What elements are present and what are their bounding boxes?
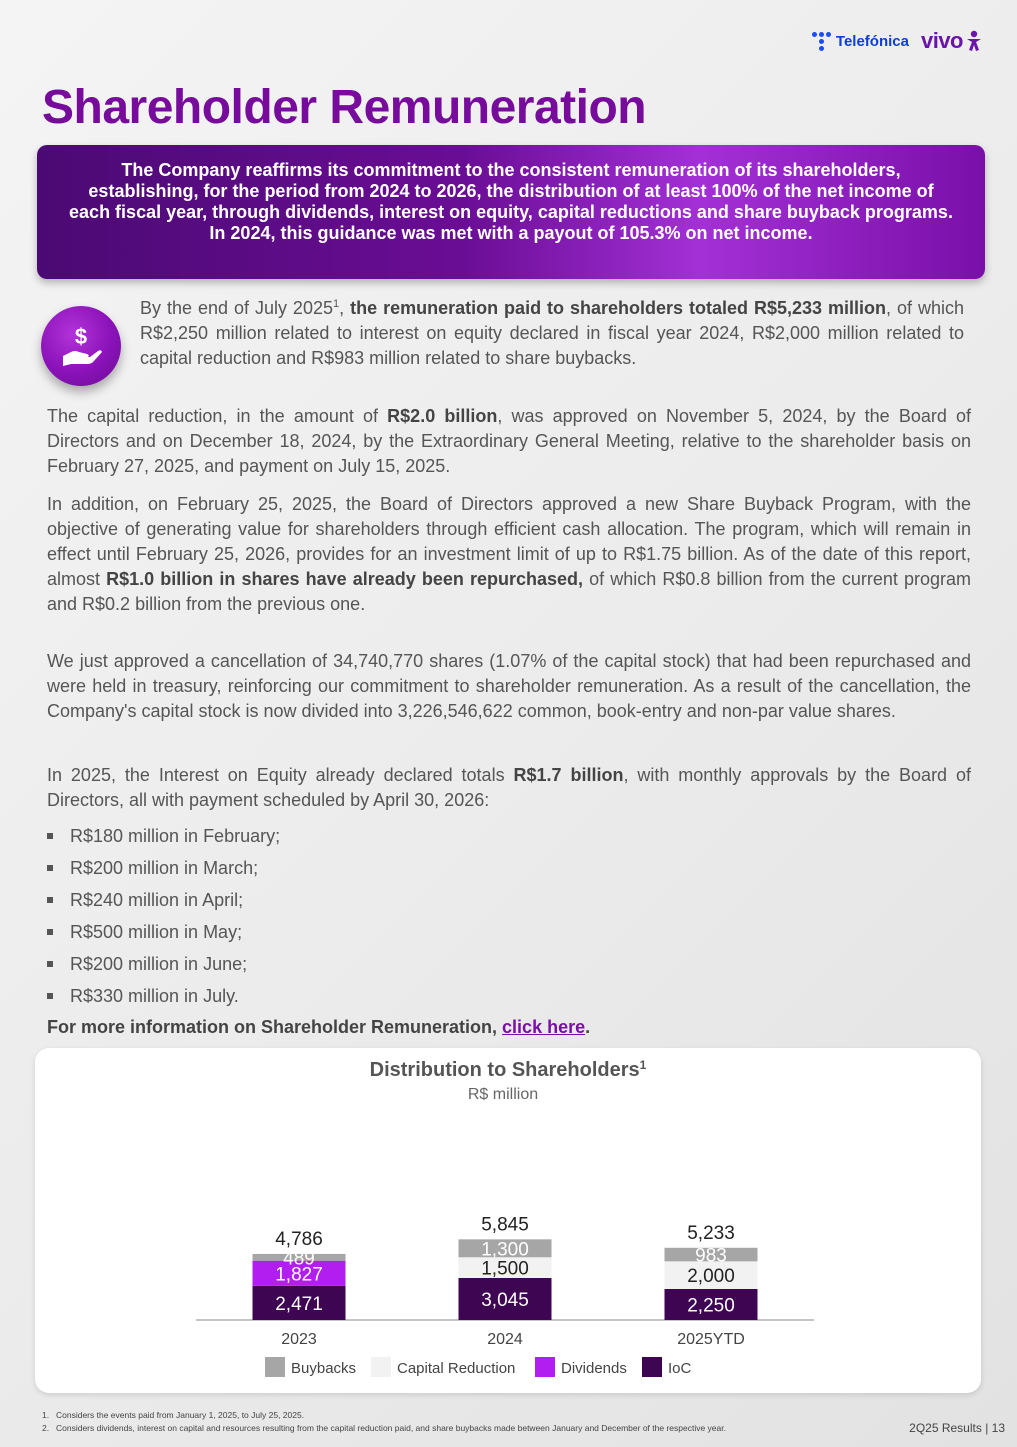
p2-text-1: The capital reduction, in the amount of [47,406,388,426]
p3-text-2: of which R$0.8 billion from the current program and R$0.2 billion from the previous one. [47,569,971,614]
footnote-1-text: Considers the events paid from January 1, 2025, to July 25, 2025. [56,1410,305,1420]
x-tick-label: 2025YTD [677,1331,745,1348]
p5-bold: R$1.7 billion [513,765,624,785]
list-item: R$240 million in April; [47,884,280,916]
total-label-2025ytd: 5,233 [687,1222,735,1244]
telefonica-dots-icon [812,32,831,51]
p1-text-3: , of which R$2,250 million related to interest on equity declared in fiscal year 2024, R$2,000 million related to capital reduction and R$983 million related to share buybacks. [140,298,964,368]
list-item: R$200 million in March; [47,852,280,884]
more-info-text: For more information on Shareholder Remuneration, [47,1017,503,1037]
p5-text-2: , with monthly approvals by the Board of Directors, all with payment scheduled by April 30, 2026: [47,765,971,810]
x-tick-label: 2024 [487,1331,523,1348]
paragraph-interest-on-equity [47,763,971,813]
p1-text-1: By the end of July 2025 [140,298,333,318]
chart-title-footnote-ref: 1 [639,1058,647,1072]
legend-swatch-buybacks [265,1357,285,1377]
p3-text-1: In addition, on February 25, 2025, the Board of Directors approved a new Share Buyback Program, with the objective of generating value for shareholders through efficient cash allocation. The program, which will remain in effect until February 25, 2026, provides for an investment limit of up to R$1.75 billion. As of the date of this report, almost [47,494,971,589]
footnote-2 [42,1422,726,1435]
banner-text: The Company reaffirms its commitment to the consistent remuneration of its shareholders, establishing, for the period from 2024 to 2026, the distribution of at least 100% of the net income of each fiscal year, through dividends, interest on equity, capital reductions and share buyback programs. In 2024, this guidance was met with a payout of 105.3% on net income. [69,160,953,243]
legend-label: Buybacks [291,1360,357,1377]
ioc-monthly-list [47,820,280,1012]
bar-label: 3,045 [481,1289,529,1311]
list-item: R$180 million in February; [47,820,280,852]
bar-label: 1,827 [275,1264,323,1286]
p2-bold: R$2.0 billion [387,406,498,426]
vivo-figure-icon [965,30,983,52]
paragraph-share-cancellation: We just approved a cancellation of 34,740,770 shares (1.07% of the capital stock) that had been repurchased and were held in treasury, reinforcing our commitment to shareholder remuneration. As a result of the cancellation, the Company's capital stock is now divided into 3,226,546,622 common, book-entry and non-par value shares. [47,651,971,721]
legend-swatch-ioc [642,1357,662,1377]
p2-text-2: , was approved on November 5, 2024, by the Board of Directors and on December 18, 2024, by the Extraordinary General Meeting, relative to the shareholder basis on February 27, 2025, and payment on July 15, 2025. [47,406,972,476]
distribution-chart [35,1048,981,1393]
telefonica-logo [812,32,909,51]
footnote-2-text: Considers dividends, interest on capital and resources resulting from the capital reduction paid, and share buybacks made between January and December of the respective year. [56,1423,726,1433]
more-info-end: . [585,1017,591,1037]
footnote-2-number: 2. [42,1423,50,1433]
legend-label: Capital Reduction [397,1360,516,1377]
telefonica-wordmark: Telefónica [835,32,909,50]
bar-label: 2,250 [687,1295,735,1317]
x-tick-label: 2023 [281,1331,317,1348]
bar-label: 2,000 [687,1266,735,1288]
chart-subtitle: R$ million [467,1086,539,1103]
footnotes [42,1409,726,1435]
bar-label: 2,471 [275,1293,323,1315]
guidance-banner [37,145,985,279]
list-item: R$330 million in July. [47,980,280,1012]
legend-label: Dividends [561,1360,627,1377]
vivo-logo [921,28,983,54]
bar-label: 1,500 [481,1258,529,1280]
footnote-1-number: 1. [42,1410,50,1420]
paragraph-remuneration-total [140,292,964,371]
paragraph-capital-reduction [47,404,971,479]
total-label-2024: 5,845 [481,1214,529,1236]
chart-title: Distribution to Shareholders$^1$ [369,1058,647,1081]
total-label-2023: 4,786 [275,1228,323,1250]
bar-label: 1,300 [481,1239,529,1261]
bar-label: 489 [283,1248,315,1270]
p1-text-2: , [339,298,351,318]
distribution-chart-card [35,1048,981,1393]
list-item: R$500 million in May; [47,916,280,948]
click-here-link[interactable]: click here [502,1017,586,1037]
p5-text-1: In 2025, the Interest on Equity already declared totals [47,765,514,785]
bar-label: 983 [695,1245,727,1267]
legend-swatch-dividends [535,1357,555,1377]
p3-bold: R$1.0 billion in shares have already been repurchased, [106,569,584,589]
vivo-wordmark: vivo [920,28,963,53]
svg-text:$: $ [74,324,88,349]
dollar-hand-icon [41,306,121,386]
list-item: R$200 million in June; [47,948,280,980]
page-label: 2Q25 Results | 13 [909,1421,1005,1435]
p1-footnote-ref: 1 [332,298,340,310]
header-logos [812,28,983,54]
p1-bold: the remuneration paid to shareholders totaled R$5,233 million [350,298,887,318]
footnote-1 [42,1409,726,1422]
more-info-line [47,1017,590,1038]
paragraph-buyback-program [47,492,971,617]
dollar-hand-glyph [57,322,105,370]
legend-swatch-capital-reduction [371,1357,391,1377]
page-title: Shareholder Remuneration [42,81,647,134]
legend-label: IoC [668,1360,692,1377]
